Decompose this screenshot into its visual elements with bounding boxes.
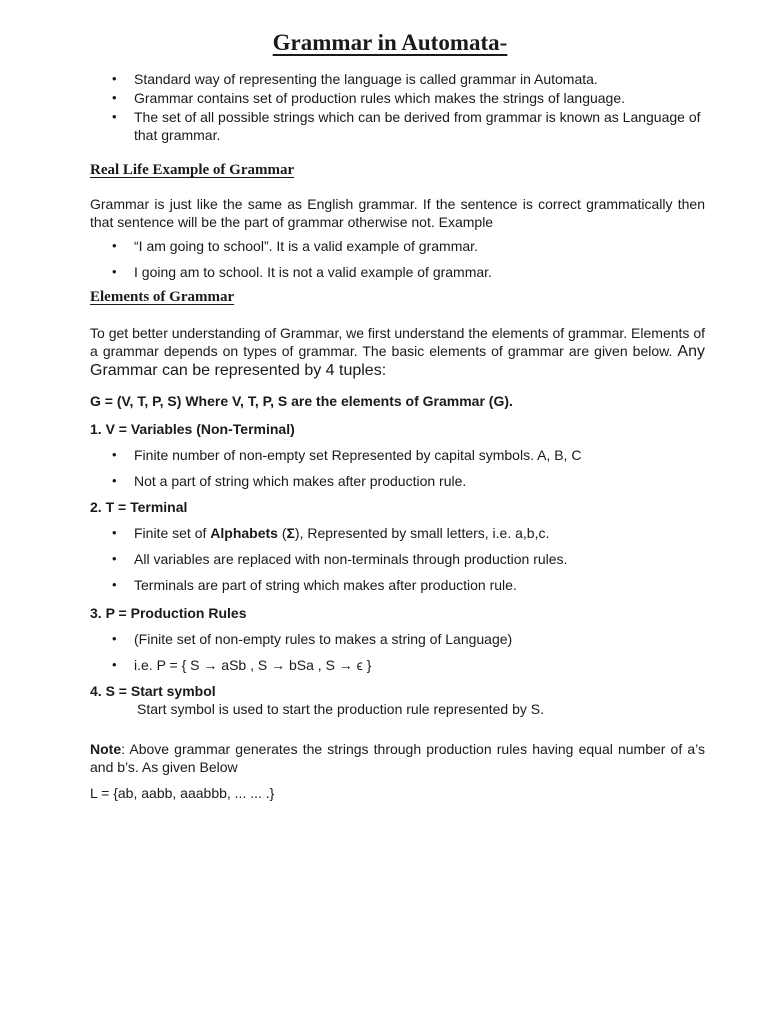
list-item: • (Finite set of non-empty rules to makes a string of Language) <box>134 630 705 648</box>
variables-list <box>90 446 705 490</box>
real-life-paragraph: Grammar is just like the same as English grammar. If the sentence is correct grammatically then that sentence will be the part of grammar otherwise not. Example <box>90 196 705 230</box>
production-heading: 3. P = Production Rules <box>90 605 247 621</box>
list-item: • Standard way of representing the language is called grammar in Automata. <box>134 70 705 88</box>
elements-paragraph <box>90 324 705 380</box>
list-item: • Not a part of string which makes after production rule. <box>134 472 705 490</box>
list-item: • The set of all possible strings which can be derived from grammar is known as Language of that grammar. <box>134 108 705 144</box>
elements-heading: Elements of Grammar <box>90 289 235 305</box>
production-list <box>90 630 705 674</box>
list-item <box>134 524 705 542</box>
terminal-list <box>90 524 705 594</box>
list-item: • I going am to school. It is not a valid example of grammar. <box>134 263 705 281</box>
list-item: • Finite number of non-empty set Represented by capital symbols. A, B, C <box>134 446 705 464</box>
terminal-bullet-prefix: Finite set of <box>134 525 211 541</box>
tuple-definition: G = (V, T, P, S) Where V, T, P, S are the elements of Grammar (G). <box>90 393 513 409</box>
terminal-bullet-open: ( <box>277 525 287 541</box>
note-paragraph <box>90 740 705 776</box>
page-title: Grammar in Automata- <box>272 30 508 55</box>
terminal-heading: 2. T = Terminal <box>90 499 188 515</box>
list-item: • Grammar contains set of production rules which makes the strings of language. <box>134 89 705 107</box>
start-text: Start symbol is used to start the production rule represented by S. <box>137 701 544 717</box>
real-life-heading: Real Life Example of Grammar <box>90 162 295 178</box>
sigma-symbol: Σ <box>286 525 295 541</box>
note-text: : Above grammar generates the strings through production rules having equal number of a’s and b’s. As given Below <box>90 741 705 775</box>
list-item: • i.e. P = { S → aSb , S → bSa , S → ϵ } <box>134 656 705 674</box>
list-item: • Terminals are part of string which makes after production rule. <box>134 576 705 594</box>
language-set: L = {ab, aabb, aaabbb, ... ... .} <box>90 785 275 801</box>
intro-list <box>90 70 705 144</box>
start-heading: 4. S = Start symbol <box>90 683 216 699</box>
variables-heading: 1. V = Variables (Non-Terminal) <box>90 421 295 437</box>
list-item: • All variables are replaced with non-terminals through production rules. <box>134 550 705 568</box>
terminal-bullet-suffix: ), Represented by small letters, i.e. a,b,c. <box>294 525 550 541</box>
list-item: • “I am going to school”. It is a valid example of grammar. <box>134 237 705 255</box>
note-label: Note <box>90 741 122 757</box>
real-life-examples <box>90 237 705 281</box>
elements-paragraph-text: To get better understanding of Grammar, we first understand the elements of grammar. Elements of a grammar depends on types of grammar. The basic elements of grammar are given below. <box>90 325 705 359</box>
alphabets-term: Alphabets <box>210 525 278 541</box>
elements-paragraph-tail: Any Grammar can be represented by 4 tuples: <box>90 343 705 379</box>
